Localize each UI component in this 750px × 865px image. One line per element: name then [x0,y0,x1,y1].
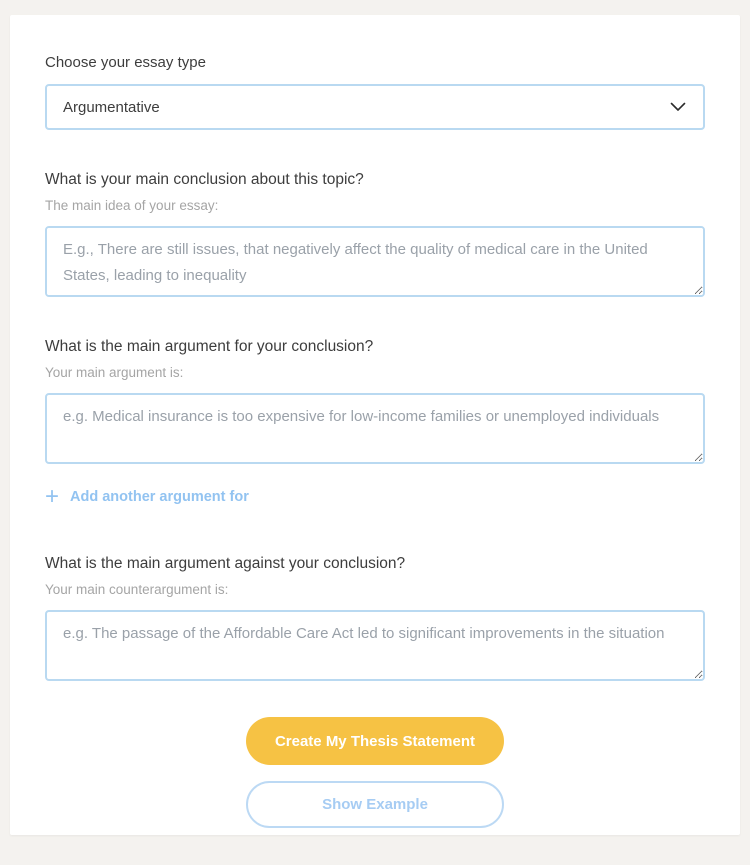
add-argument-link-label: Add another argument for [70,489,249,505]
show-example-button[interactable]: Show Example [246,781,504,828]
argument-for-sublabel: Your main argument is: [45,365,184,380]
form-actions [45,717,705,828]
argument-for-textarea[interactable] [45,393,705,464]
create-thesis-button[interactable]: Create My Thesis Statement [246,717,504,765]
argument-against-sublabel: Your main counterargument is: [45,582,229,597]
essay-type-label: Choose your essay type [45,54,206,71]
argument-against-question: What is the main argument against your conclusion? [45,555,406,572]
add-argument-link[interactable] [45,485,249,509]
conclusion-textarea[interactable] [45,226,705,297]
argument-against-textarea[interactable] [45,610,705,681]
plus-icon: + [45,483,60,510]
thesis-generator-card [10,15,740,835]
conclusion-sublabel: The main idea of your essay: [45,198,219,213]
essay-type-selected-value: Argumentative [63,98,160,116]
conclusion-section [45,171,705,297]
argument-for-section [45,338,705,509]
conclusion-question: What is your main conclusion about this topic? [45,171,364,188]
argument-for-question: What is the main argument for your conclusion? [45,338,374,355]
argument-against-section [45,555,705,681]
chevron-down-icon [670,102,686,112]
essay-type-select[interactable] [45,84,705,130]
